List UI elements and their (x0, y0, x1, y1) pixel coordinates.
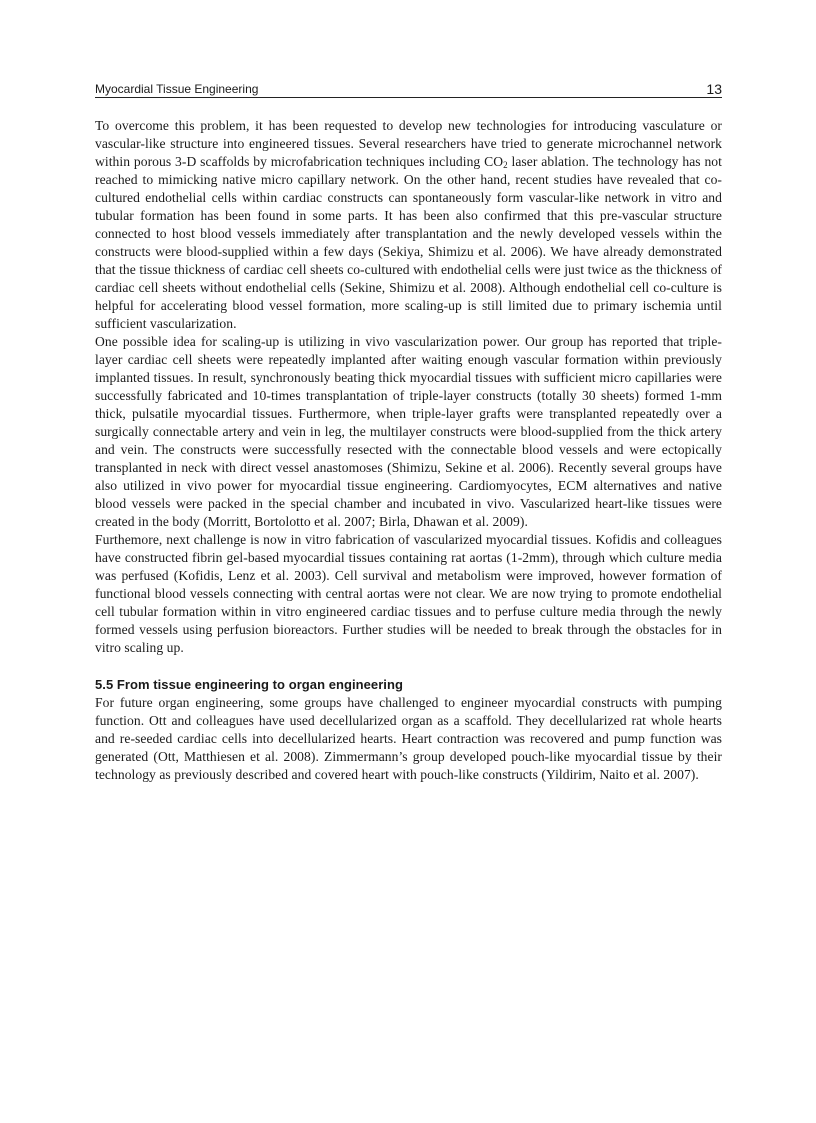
running-header (95, 80, 722, 98)
paragraph-text: To overcome this problem, it has been requested to develop new technologies for introducing vasculature or vascular-like structure into engineered tissues. Several researchers have tried to generate microchannel network within porous 3-D scaffolds by microfabrication techniques including CO (95, 118, 722, 169)
paragraph-vascularization-problem (95, 117, 722, 333)
paragraph-organ-engineering: For future organ engineering, some groups have challenged to engineer myocardial constructs with pumping function. Ott and colleagues have used decellularized organ as a scaffold. They decellularized rat whole hearts and re-seeded cardiac cells into decellularized hearts. Heart contraction was recovered and pump function was generated (Ott, Matthiesen et al. 2008). Zimmermann’s group developed pouch-like myocardial tissue by their technology as previously described and covered heart with pouch-like constructs (Yildirim, Naito et al. 2007). (95, 695, 722, 782)
paragraph-in-vitro-fabrication: Furthemore, next challenge is now in vitro fabrication of vascularized myocardial tissues. Kofidis and colleagues have constructed fibrin gel-based myocardial tissues containing rat aortas (1-2mm), through which culture media was perfused (Kofidis, Lenz et al. 2003). Cell survival and metabolism were improved, however formation of functional blood vessels connecting with central aortas were not clear. We are now trying to promote endothelial cell tubular formation within in vitro engineered cardiac tissues and to perfuse culture media through the newly formed vessels using perfusion bioreactors. Further studies will be needed to break through the obstacles for in vitro scaling up. (95, 532, 722, 655)
running-title: Myocardial Tissue Engineering (95, 82, 259, 96)
paragraph-in-vivo-scaling: One possible idea for scaling-up is utilizing in vivo vascularization power. Our group has reported that triple-layer cardiac cell sheets were repeatedly implanted after waiting enough vascular formation within previously implanted tissues. In result, synchronously beating thick myocardial tissues with sufficient micro capillaries were successfully fabricated and 10-times transplantation of triple-layer constructs (totally 30 sheets) formed 1-mm thick, pulsatile myocardial tissues. Furthermore, when triple-layer grafts were transplanted repeatedly over a surgically connectable artery and vein in leg, the multilayer constructs were blood-supplied from the thick artery and vein. The constructs were successfully resected with the connectable blood vessels and were ectopically transplanted in neck with direct vessel anastomoses (Shimizu, Sekine et al. 2006). Recently several groups have also utilized in vivo power for myocardial tissue engineering. Cardiomyocytes, ECM alternatives and native blood vessels were packed in the special chamber and incubated in vivo. Vascularized heart-like tissues were created in the body (Morritt, Bortolotto et al. 2007; Birla, Dhawan et al. 2009). (95, 334, 722, 529)
subscript: 2 (503, 160, 508, 170)
paragraph-text: laser ablation. The technology has not reached to mimicking native micro capillary network. On the other hand, recent studies have revealed that co-cultured endothelial cells within cardiac constructs can spontaneously form vascular-like network in vitro and tubular formation has been found in some parts. It has been also confirmed that this pre-vascular structure connected to host blood vessels immediately after transplantation and the newly developed vessels within the constructs were blood-supplied within a few days (Sekiya, Shimizu et al. 2006). We have already demonstrated that the tissue thickness of cardiac cell sheets co-cultured with endothelial cells were just twice as the thickness of cardiac cell sheets without endothelial cells (Sekine, Shimizu et al. 2008). Although endothelial cell co-culture is helpful for accelerating blood vessel formation, more scaling-up is still limited due to primary ischemia until sufficient vascularization. (95, 154, 722, 331)
section-heading: 5.5 From tissue engineering to organ engineering (95, 677, 403, 692)
page-number: 13 (706, 81, 722, 97)
body-text (95, 117, 722, 784)
